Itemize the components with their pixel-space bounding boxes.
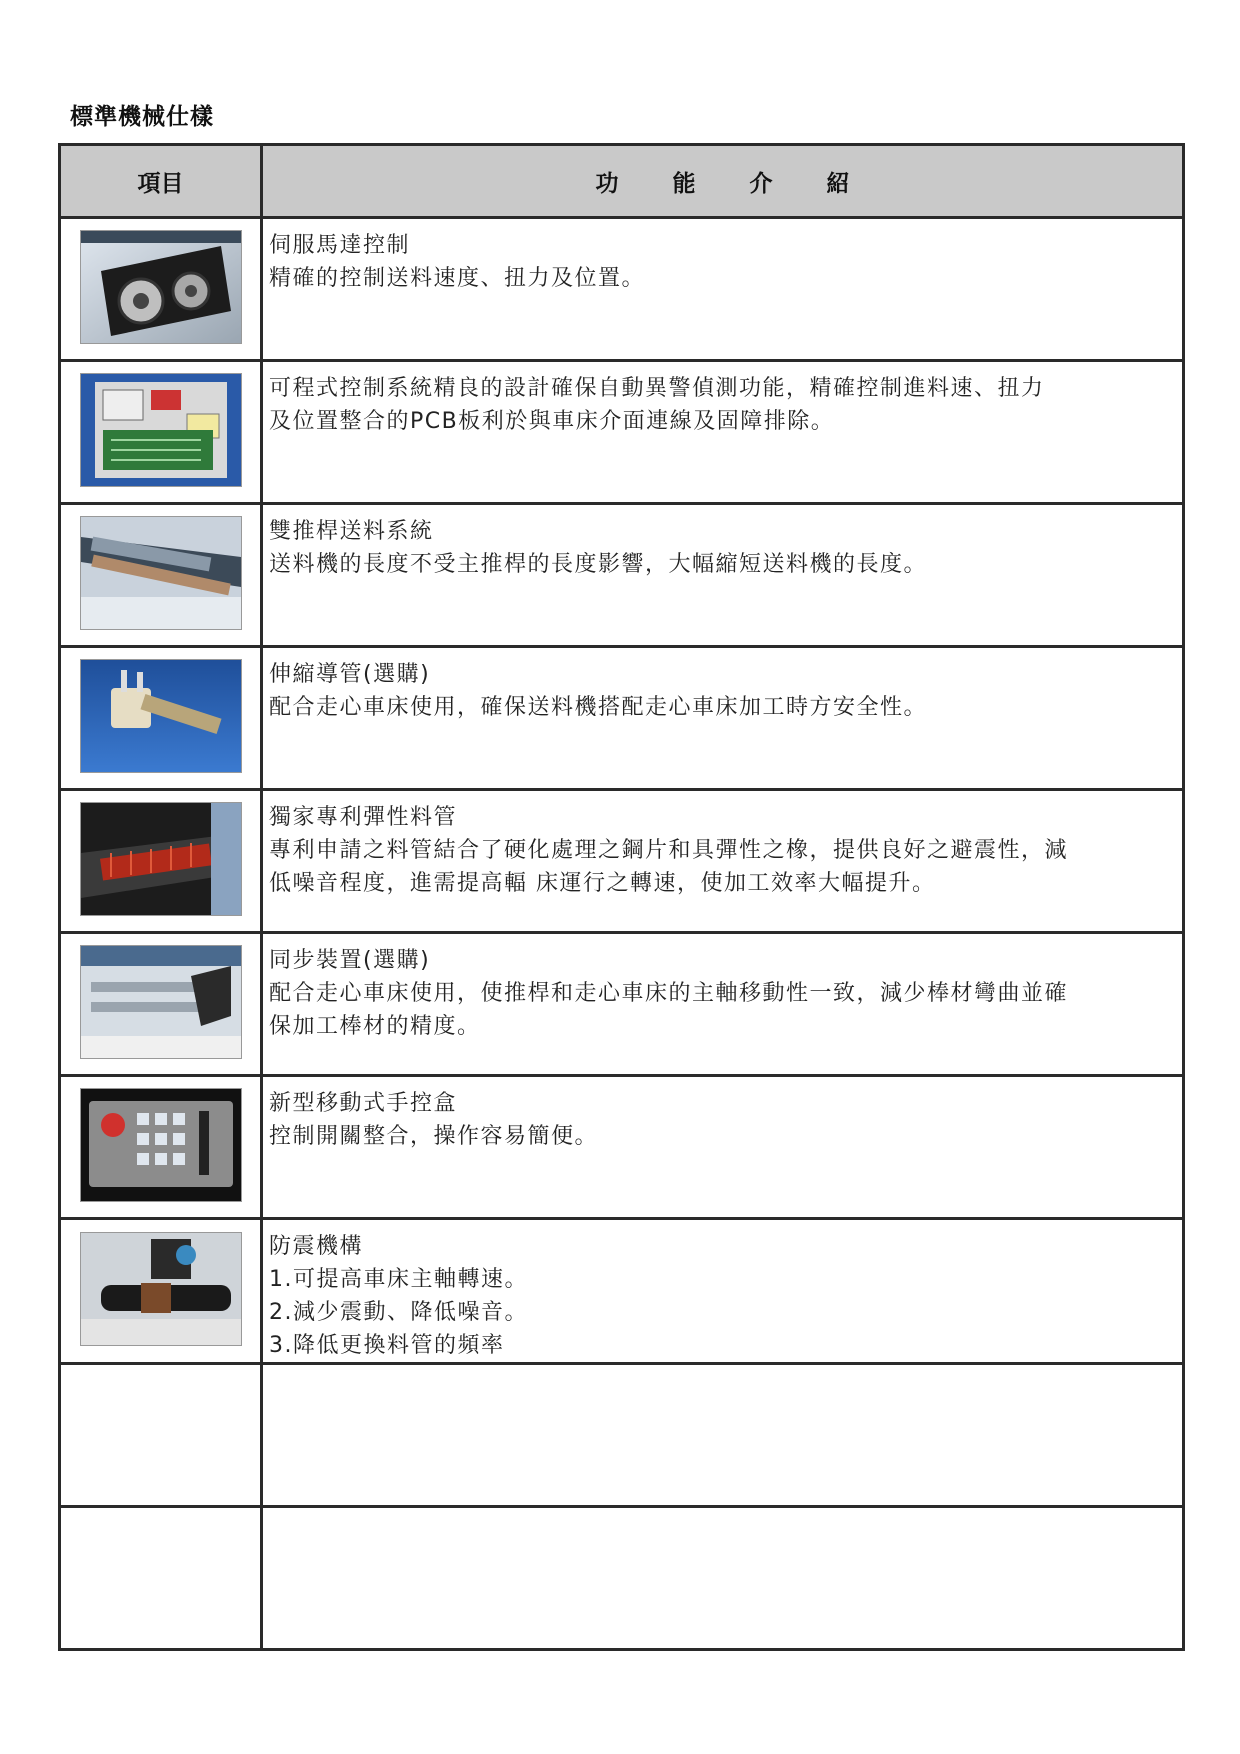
image-cell	[60, 218, 262, 361]
handheld-control-box-photo	[80, 1088, 242, 1202]
row-text: 控制開關整合，操作容易簡便。	[269, 1124, 599, 1149]
row-text: 3.降低更換料管的頻率	[269, 1333, 505, 1358]
row-text: 專利申請之料管結合了硬化處理之鋼片和具彈性之橡，提供良好之避震性，減	[269, 838, 1069, 863]
row-text: 2.減少震動、降低噪音。	[269, 1300, 528, 1325]
description-cell	[262, 1507, 1184, 1650]
row-title: 雙推桿送料系統	[269, 519, 434, 544]
image-cell	[60, 1364, 262, 1507]
description-cell	[262, 933, 1184, 1076]
table-row-empty	[60, 1507, 1184, 1650]
row-title: 獨家專利彈性料管	[269, 805, 458, 830]
sync-device-photo	[80, 945, 242, 1059]
description-cell	[262, 647, 1184, 790]
header-function	[262, 145, 1184, 218]
elastic-material-tube-photo	[80, 802, 242, 916]
table-row	[60, 647, 1184, 790]
image-cell	[60, 361, 262, 504]
row-title: 伺服馬達控制	[269, 233, 411, 258]
table-row	[60, 218, 1184, 361]
row-text: 低噪音程度，進需提高輻 床運行之轉速，使加工效率大幅提升。	[269, 871, 936, 896]
table-row-empty	[60, 1364, 1184, 1507]
header-function-label: 功能介紹	[595, 170, 904, 197]
table-row	[60, 1076, 1184, 1219]
description-cell	[262, 790, 1184, 933]
image-cell	[60, 504, 262, 647]
telescopic-guide-tube-photo	[80, 659, 242, 773]
row-text: 可程式控制系統精良的設計確保自動異警偵測功能，精確控制進料速、扭力	[269, 376, 1045, 401]
table-header-row	[60, 145, 1184, 218]
description-cell	[262, 504, 1184, 647]
row-text: 配合走心車床使用，使推桿和走心車床的主軸移動性一致，減少棒材彎曲並確	[269, 981, 1069, 1006]
description-cell	[262, 361, 1184, 504]
table-row	[60, 504, 1184, 647]
image-cell	[60, 933, 262, 1076]
row-title: 新型移動式手控盒	[269, 1091, 458, 1116]
anti-vibration-mechanism-photo	[80, 1232, 242, 1346]
description-cell	[262, 1219, 1184, 1364]
row-text: 配合走心車床使用，確保送料機搭配走心車床加工時方安全性。	[269, 695, 928, 720]
description-cell	[262, 1076, 1184, 1219]
row-text: 精確的控制送料速度、扭力及位置。	[269, 266, 646, 291]
table-row	[60, 933, 1184, 1076]
image-cell	[60, 647, 262, 790]
row-text: 1.可提高車床主軸轉速。	[269, 1267, 528, 1292]
image-cell	[60, 790, 262, 933]
row-text: 送料機的長度不受主推桿的長度影響，大幅縮短送料機的長度。	[269, 552, 928, 577]
dual-push-rod-photo	[80, 516, 242, 630]
table-row	[60, 1219, 1184, 1364]
description-cell	[262, 218, 1184, 361]
servo-motor-photo	[80, 230, 242, 344]
spec-table	[58, 143, 1185, 1651]
image-cell	[60, 1507, 262, 1650]
row-title: 防震機構	[269, 1234, 364, 1259]
row-title: 伸縮導管(選購)	[269, 662, 431, 687]
row-text: 及位置整合的PCB板利於與車床介面連線及固障排除。	[269, 409, 835, 434]
description-cell	[262, 1364, 1184, 1507]
image-cell	[60, 1219, 262, 1364]
page-title: 標準機械仕樣	[70, 104, 214, 130]
table-row	[60, 361, 1184, 504]
table-row	[60, 790, 1184, 933]
image-cell	[60, 1076, 262, 1219]
row-title: 同步裝置(選購)	[269, 948, 431, 973]
row-text: 保加工棒材的精度。	[269, 1014, 481, 1039]
pcb-control-panel-photo	[80, 373, 242, 487]
header-item: 項目	[60, 145, 262, 218]
